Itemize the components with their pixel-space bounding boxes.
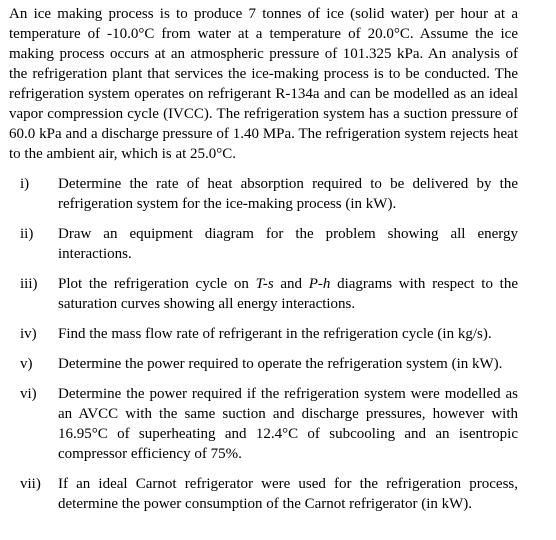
- question-text-after: diagrams with respect to the saturation curves showing all energy interactions.: [58, 276, 518, 312]
- question-number: vi): [20, 386, 37, 402]
- question-4: [20, 324, 518, 344]
- question-text-and: and: [273, 276, 309, 292]
- question-1: [20, 174, 518, 214]
- question-5: [20, 354, 518, 374]
- question-7: [20, 474, 518, 514]
- question-number: ii): [20, 226, 34, 242]
- question-number: vii): [20, 476, 41, 492]
- question-text-before: Plot the refrigeration cycle on: [58, 276, 256, 292]
- question-number: v): [20, 356, 33, 372]
- question-text: If an ideal Carnot refrigerator were used for the refrigeration process, determine the power consumption of the Carnot refrigerator (in kW).: [58, 476, 518, 512]
- question-text: Determine the power required if the refrigeration system were modelled as an AVCC with the same suction and discharge pressures, however with 16.95°C of superheating and 12.4°C of subcooling and an isentropic compressor efficiency of 75%.: [58, 386, 518, 462]
- question-list: [9, 174, 518, 514]
- question-number: iii): [20, 276, 38, 292]
- question-6: [20, 384, 518, 464]
- question-text: Determine the rate of heat absorption required to be delivered by the refrigeration system for the ice-making process (in kW).: [58, 176, 518, 212]
- ts-diagram-term: T-s: [255, 276, 274, 292]
- question-text: Find the mass flow rate of refrigerant in the refrigeration cycle (in kg/s).: [58, 326, 492, 342]
- ph-diagram-term: P-h: [308, 276, 331, 292]
- question-text: [58, 274, 518, 314]
- question-text: Determine the power required to operate the refrigeration system (in kW).: [58, 356, 503, 372]
- question-number: iv): [20, 326, 37, 342]
- question-2: [20, 224, 518, 264]
- problem-statement: An ice making process is to produce 7 tonnes of ice (solid water) per hour at a temperature of -10.0°C from water at a temperature of 20.0°C. Assume the ice making process occurs at an atmospheric pressure of 101.325 kPa. An analysis of the refrigeration plant that services the ice-making process is to be conducted. The refrigeration system operates on refrigerant R-134a and can be modelled as an ideal vapor compression cycle (IVCC). The refrigeration system has a suction pressure of 60.0 kPa and a discharge pressure of 1.40 MPa. The refrigeration system rejects heat to the ambient air, which is at 25.0°C.: [9, 6, 518, 162]
- question-number: i): [20, 176, 30, 192]
- question-3: [20, 274, 518, 314]
- question-text: Draw an equipment diagram for the problem showing all energy interactions.: [58, 226, 518, 262]
